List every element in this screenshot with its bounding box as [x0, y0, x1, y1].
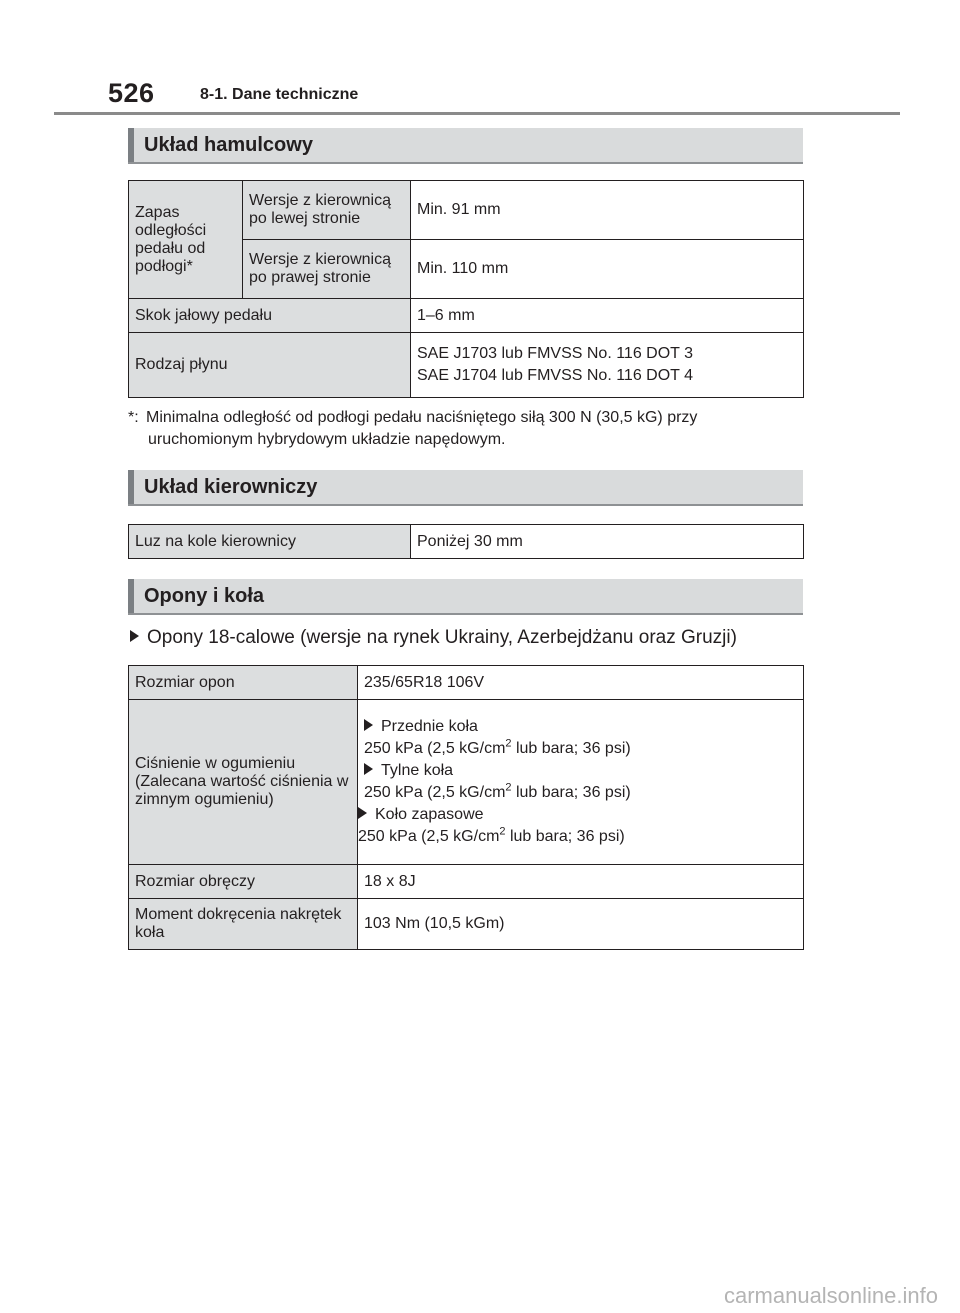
triangle-bullet-icon — [364, 763, 373, 775]
spare-pressure — [358, 825, 797, 846]
table-row — [129, 865, 804, 899]
footnote — [128, 407, 808, 451]
section-heading-steering — [128, 470, 803, 506]
rear-pressure — [364, 781, 797, 802]
section-title: Opony i koła — [144, 585, 265, 607]
spare-wheel-label: Koło zapasowe — [375, 806, 484, 823]
footnote-line-1: Minimalna odległość od podłogi pedału naciśniętego siłą 300 N (30,5 kG) przy — [146, 409, 698, 426]
triangle-bullet-icon — [358, 807, 367, 819]
front-wheels-label: Przednie koła — [381, 718, 478, 735]
front-wheels — [364, 718, 797, 736]
table-row — [129, 525, 804, 559]
rim-size-label: Rozmiar obręczy — [129, 865, 358, 899]
rhd-value: Min. 110 mm — [411, 240, 804, 299]
lhd-label: Wersje z kierownicą po lewej stronie — [243, 181, 411, 240]
free-play-label: Skok jałowy pedału — [129, 299, 411, 333]
front-pressure — [364, 737, 797, 758]
steering-play-label: Luz na kole kierownicy — [129, 525, 411, 559]
section-title: Układ hamulcowy — [144, 134, 313, 156]
table-row — [129, 333, 804, 398]
rhd-label: Wersje z kierownicą po prawej stronie — [243, 240, 411, 299]
rim-size-value: 18 x 8J — [358, 865, 804, 899]
table-row — [129, 700, 804, 865]
section-accent — [128, 128, 134, 162]
page-number: 526 — [108, 78, 155, 108]
spare-pressure-b: lub bara; 36 psi) — [505, 828, 625, 845]
nut-torque-label: Moment dokręcenia nakrętek koła — [129, 899, 358, 950]
section-heading-tires — [128, 579, 803, 615]
table-row — [129, 299, 804, 333]
rear-wheels-label: Tylne koła — [381, 762, 454, 779]
pedal-reserve-label: Zapas odległości pedału od podłogi* — [129, 181, 243, 299]
triangle-bullet-icon — [130, 630, 139, 642]
table-row — [129, 181, 804, 240]
table-row — [129, 666, 804, 700]
table-row — [129, 899, 804, 950]
fluid-label: Rodzaj płynu — [129, 333, 411, 398]
pressure-value — [358, 700, 804, 865]
rear-pressure-sup: 2 — [505, 781, 512, 794]
footnote-line-2: uruchomionym hybrydowym układzie napędowym. — [148, 431, 506, 448]
spare-pressure-sup: 2 — [499, 825, 506, 838]
lhd-value: Min. 91 mm — [411, 181, 804, 240]
brakes-table — [128, 180, 804, 398]
steering-table — [128, 524, 804, 559]
spare-pressure-a: 250 kPa (2,5 kG/cm — [358, 828, 500, 845]
front-pressure-b: lub bara; 36 psi) — [511, 740, 631, 757]
tires-table — [128, 665, 804, 950]
tire-size-label: Rozmiar opon — [129, 666, 358, 700]
section-accent — [128, 470, 134, 504]
steering-play-value: Poniżej 30 mm — [411, 525, 804, 559]
chapter-title: 8-1. Dane techniczne — [200, 86, 359, 103]
front-pressure-sup: 2 — [505, 737, 512, 750]
tire-size-value: 235/65R18 106V — [358, 666, 804, 700]
tire-variant-text: Opony 18-calowe (wersje na rynek Ukrainy, Azerbejdżanu oraz Gruzji) — [147, 627, 737, 648]
triangle-bullet-icon — [364, 719, 373, 731]
header-divider — [54, 112, 900, 115]
nut-torque-value: 103 Nm (10,5 kGm) — [358, 899, 804, 950]
section-accent — [128, 579, 134, 613]
rear-wheels — [364, 762, 797, 780]
footnote-mark: *: — [128, 409, 139, 426]
section-heading-brakes — [128, 128, 803, 164]
tire-variant-bullet — [130, 627, 737, 649]
section-title: Układ kierowniczy — [144, 476, 318, 498]
rear-pressure-b: lub bara; 36 psi) — [511, 784, 631, 801]
fluid-value-2: SAE J1704 lub FMVSS No. 116 DOT 4 — [417, 367, 693, 384]
watermark: carmanualsonline.info — [723, 1283, 938, 1308]
free-play-value: 1–6 mm — [411, 299, 804, 333]
fluid-value-1: SAE J1703 lub FMVSS No. 116 DOT 3 — [417, 345, 693, 362]
pressure-label: Ciśnienie w ogumieniu (Zalecana wartość ciśnienia w zimnym ogumieniu) — [129, 700, 358, 865]
fluid-value — [411, 333, 804, 398]
rear-pressure-a: 250 kPa (2,5 kG/cm — [364, 784, 506, 801]
front-pressure-a: 250 kPa (2,5 kG/cm — [364, 740, 506, 757]
spare-wheel — [358, 806, 797, 824]
